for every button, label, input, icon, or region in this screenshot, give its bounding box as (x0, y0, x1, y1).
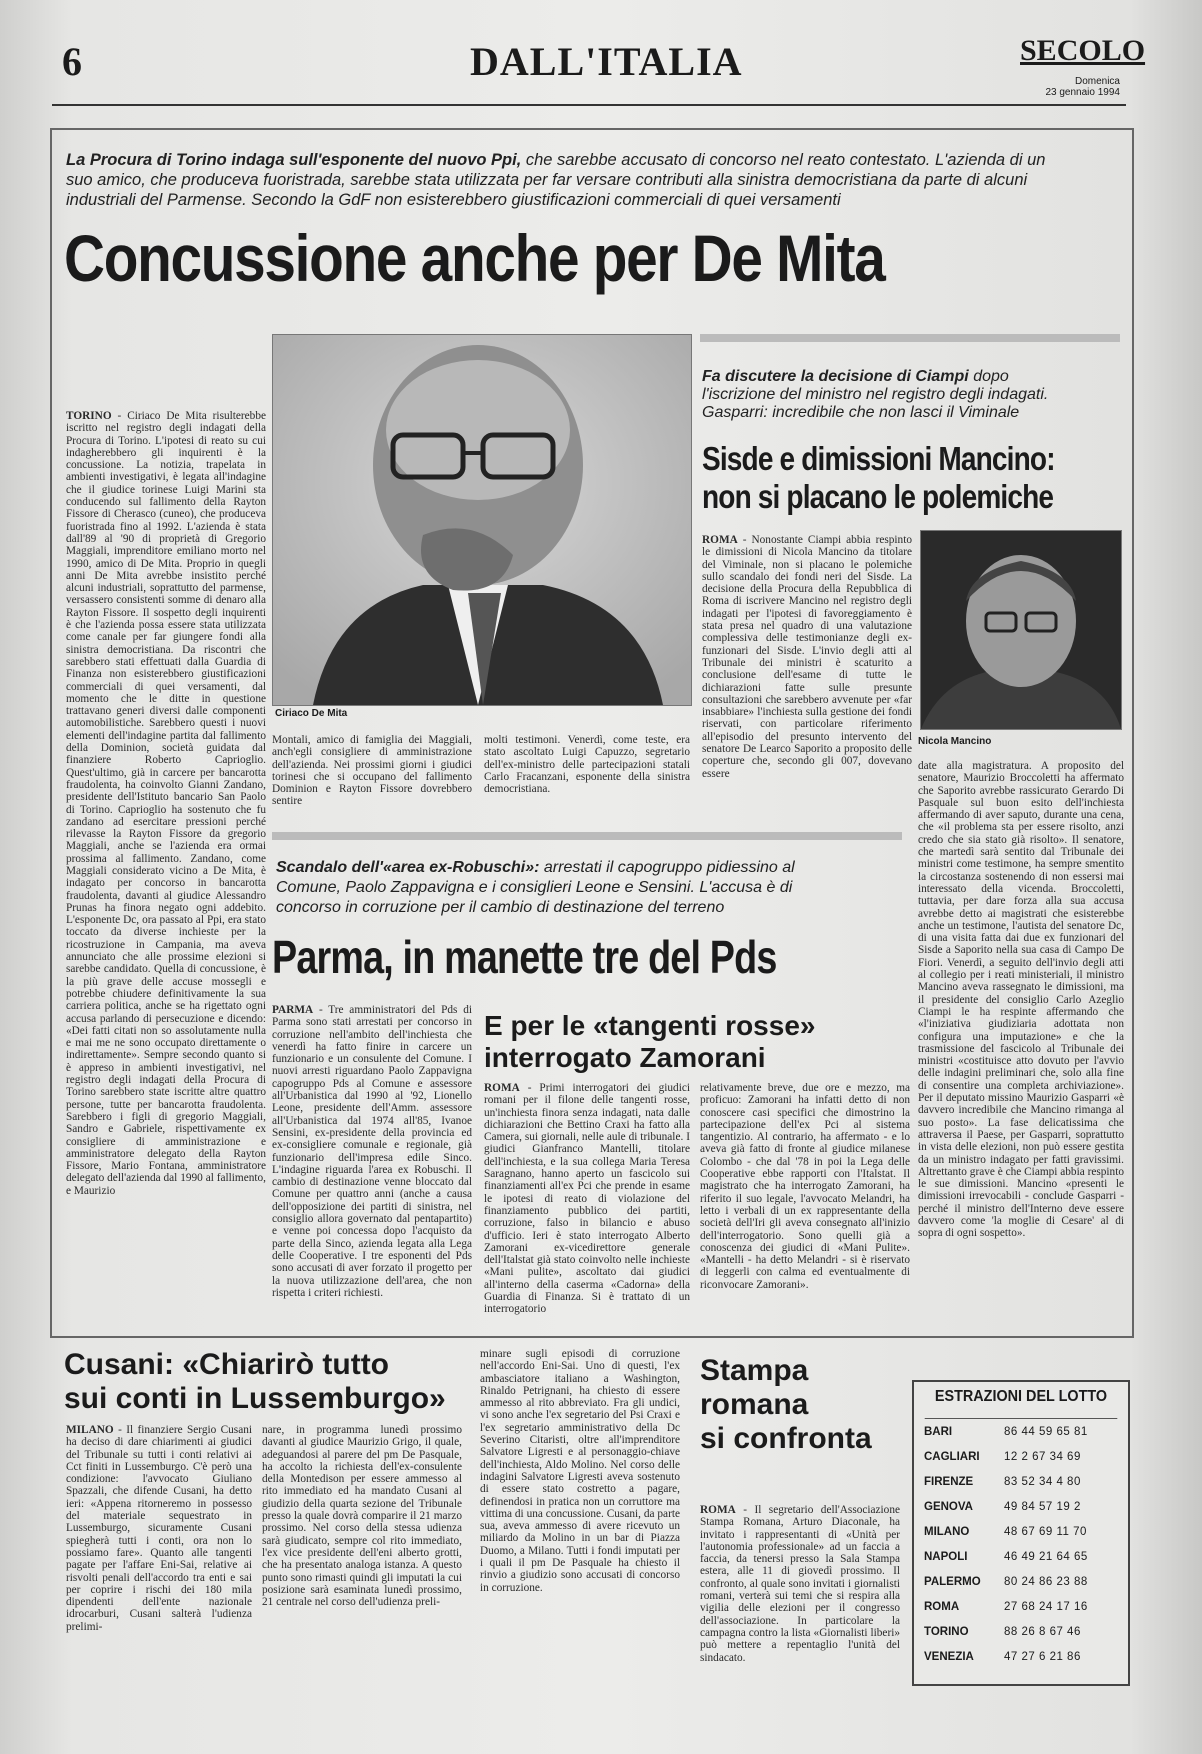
lotto-numbers: 12 2 67 34 69 (1004, 1450, 1081, 1463)
parma-kicker-lead: Scandalo dell'«area ex-Robuschi»: (276, 859, 540, 876)
issue-day: Domenica (1074, 76, 1120, 87)
mancino-photo-caption: Nicola Mancino (918, 736, 992, 747)
mancino-photo (920, 530, 1122, 730)
sisde-article-col1 (702, 534, 912, 814)
sisde-kicker-rest: dopo l'iscrizione del ministro nel registro degli indagati. Gasparri: incredibile che non lasci il Viminale (702, 368, 1049, 421)
lotto-city: CAGLIARI (924, 1450, 980, 1463)
de-mita-photo-caption: Ciriaco De Mita (275, 708, 348, 719)
lotto-rows (914, 1419, 1128, 1669)
lotto-row (914, 1419, 1128, 1444)
lotto-city: NAPOLI (924, 1550, 968, 1563)
cusani-article-col1 (66, 1424, 252, 1742)
main-article-col1 (66, 410, 266, 1330)
cusani-article-col2: nare, in programma lunedì prossimo davanti al giudice Maurizio Grigo, il quale, adeguandosi al parere del pm De Pasquale, ha accolto la richiesta dell'ex-consulente della Montedison per essere ammesso al rito immediato ed ha mandato Cusani al giudizio della quarta sezione del Tribunale presso la quale dovrà comparire il 21 marzo prossimo. Nel corso della stessa udienza sarà giudicato, sempre col rito immediato, l'ex vice presidente dell'eni alberto grotti, che ha presentato analoga istanza. A questo punto sono rimasti quindi gli imputati la cui posizione sarà esaminata lunedì prossimo, 21 centrale nel corso dell'udienza preli- (262, 1424, 462, 1609)
lotto-row (914, 1619, 1128, 1644)
stampa-headline-line3: si confronta (700, 1422, 872, 1455)
lotto-numbers: 83 52 34 4 80 (1004, 1475, 1081, 1488)
parma-kicker-rest: arrestati il capogruppo pidiessino al Comune, Paolo Zappavigna e i consiglieri Leone e Sensini. L'accusa è di concorso in corruzione per il cambio di destinazione del terreno (276, 859, 795, 916)
zamorani-article-col1 (484, 1082, 690, 1330)
cusani-headline-line2: sui conti in Lussemburgo» (64, 1382, 446, 1415)
cusani-article-col3: minare sugli episodi di corruzione nell'accordo Eni-Sai. Uno di questi, l'ex ambasciatore italiano a Washington, Rinaldo Petrignani, ha chiesto di essere ammesso al rito abbreviato. Fra gli undici, vi sono anche l'ex segretario del Psi Craxi e l'ex segretario amministrativo della Dc Severino Citaristi, oltre all'imprenditore Salvatore Ligresti e al personaggio-chiave dell'inchiesta, Aldo Molino. Nel corso delle indagini Salvatore Ligresti aveva sostenuto di essere stato costretto a pagare, definendosi in pratica non un corruttore ma vittima di una concussione. Cusani, da parte sua, aveva ammesso di avere ricevuto un miliardo da Molino in un bar di Piazza Duomo, a Milano. Tutti i fondi imputati per i quali il pm De Pasquale ha chiesto il rinvio a giudizio sono accusati di concorso in corruzione. (480, 1348, 680, 1594)
main-kicker (66, 150, 1076, 210)
lotto-row (914, 1594, 1128, 1619)
lotto-row (914, 1469, 1128, 1494)
lotto-row (914, 1644, 1128, 1669)
issue-date (990, 76, 1120, 98)
main-kicker-lead: La Procura di Torino indaga sull'esponente del nuovo Ppi, (66, 151, 522, 169)
zamorani-article-col2: relativamente breve, due ore e mezzo, ma proficuo: Zamorani ha infatti detto di non conoscere casi specifici che dimostrino la partecipazione dell'ex Pci al sistema tangentizio. Al contrario, ha affermato - e lo aveva già fatto di fronte al giudice milanese Colombo - che dal '78 in poi la Lega delle Cooperative ebbe rapporti con l'Italstat. Il magistrato che ha interrogato Zamorani, ha riferito il suo legale, l'avvocato Melandri, ha letto i verbali di un ex rappresentante della società dell'Iri gli aveva consegnato all'inizio dell'interrogatorio. Sono quelli già a conoscenza dei giudici di «Mani Pulite». «Mantelli - ha detto Melandri - si è riservato di leggerli con calma ed eventualmente di riconvocare Zamorani». (700, 1082, 910, 1291)
zamorani-headline (484, 1010, 815, 1074)
lotto-row (914, 1494, 1128, 1519)
lotto-row (914, 1544, 1128, 1569)
lotto-city: VENEZIA (924, 1650, 974, 1663)
main-col1-text: - Ciriaco De Mita risulterebbe iscritto nel registro degli indagati della Procura di Torino. L'ipotesi di reato su cui indagherebbero gli inquirenti è la concussione. La notizia, trapelata in ambienti investigativi, è legata all'indagine che il giudice torinese Luigi Marini sta conducendo sul fallimento della Rayton Fissore di Cherasco (cuneo), che produceva fuoristrada fino al 1992. L'azienda è stata dall'89 al '90 di proprietà di Gregorio Maggiali, imprenditore emiliano morto nel 1990, amico di De Mita. Proprio in quegli anni De Mita avrebbe insistito perché alcuni industriali, soprattutto del parmense, versassero consistenti somme di denaro alla Rayton Fissore. Il sospetto degli inquirenti è che l'azienda possa essere stata utilizzata come canale per far giungere fondi alla sinistra democristiana. Da riscontri che sarebbero stati effettuati dalla Guardia di Finanza non esisterebbero giustificazioni commerciali di quei versamenti, dal momento che le ditte in questione trattavano generi diversi dalle componenti automobilistiche. Sarebbero questi i nuovi elementi dell'indagine partita dal fallimento della Dominion, società guidata dal finanziere Roberto Caprioglio. Quest'ultimo, già in carcere per bancarotta fraudolenta, ha coinvolto Gianni Zandano, presidente dell'Istituto bancario San Paolo di Torino. Caprioglio ha sostenuto che fu zandano ad esercitare pressioni perché rilevasse la Rayton Fissore da gregorio Maggiali, anche se l'azienda era ormai prossima al fallimento. Zandano, come Maggiali considerato vicino a De Mita, è indagato per concorso in bancarotta fraudolenta, davanti al giudice Alessandro Prunas ha finora negato ogni addebito. L'esponente Dc, ora passato al Ppi, era stato toccato da diverse inchieste per la ricostruzione in Campania, ma aveva annunciato che alle prossime elezioni si sarebbe candidato. Quella di concussione, è la più grave delle accuse mossegli e potrebbe chiudere definitivamente la sua carriera politica, anche se ha rigettato ogni accusa parlando di persecuzione e dicendo: «Dei fatti citati non so assolutamente nulla e mai me ne sono occupato direttamente o indirettamente». Sempre secondo quanto si è appreso in ambienti investigativi, nel registro degli indagati della Procura di Torino sarebbero state iscritte altre quattro persone, tutte per bancarotta fraudolenta. Sarebbero i figli di gregorio Maggiali, Sandro e Gabriele, rispettivamente ex consigliere di amministrazione e amministratore delegato della Rayton Fissore, Mario Fontana, amministratore delegato dell'azienda dal 1990 al fallimento, e Maurizio (66, 410, 266, 1197)
parma-col1-text: - Tre amministratori del Pds di Parma sono stati arrestati per concorso in corruzione nell'ambito dell'inchiesta che venerdì ha fatto finire in carcere un funzionario e un consulente del Comune. I nuovi arresti riguardano Paolo Zappavigna capogruppo Pds al Comune e assessore all'Urbanistica dal 1990 al '92, Lionello Leone, presidente dell'Amm. assessore all'Urbanistica dal 1974 all'85, Ivanoe Sensini, ex-presidente della provincia ed ex-consigliere comunale e regionale, già funzionario dell'impresa edile Sinco. L'indagine riguarda l'area ex Robuschi. Il cambio di destinazione venne bloccato dal Comune per quattro anni (anche a causa dell'opposizione dei partiti di sinistra, nel consiglio allora governato dal pentapartito) e venne poi concessa dopo l'acquisto da parte della Sinco, azienda legata alla Lega delle Cooperative. I tre esponenti del Pds sono accusati di aver forzato il progetto per la nuova utilizzazione dell'area, che non rispetta i criteri richiesti. (272, 1004, 472, 1299)
masthead-logo: SECOLO (1020, 34, 1146, 67)
main-kicker-rest: che sarebbe accusato di concorso nel reato contestato. L'azienda di un suo amico, che produceva fuoristrada, sarebbe stata utilizzata per far versare contributi alla sinistra democristiana da parte di alcuni industriali del Parmense. Secondo la GdF non esisterebbero giustificazioni commerciali di quei versamenti (66, 151, 1046, 209)
stampa-dateline: ROMA (700, 1504, 736, 1516)
sisde-dateline: ROMA (702, 534, 738, 546)
page-number: 6 (62, 39, 82, 84)
main-article-col3: molti testimoni. Venerdì, come teste, era stato ascoltato Luigi Capuzzo, segretario dell'ex-ministro delle partecipazioni statali Carlo Fracanzani, esponente della sinistra democristiana. (484, 734, 690, 796)
lotto-numbers: 27 68 24 17 16 (1004, 1600, 1088, 1613)
lotto-numbers: 49 84 57 19 2 (1004, 1500, 1081, 1513)
lotto-row (914, 1569, 1128, 1594)
lotto-city: MILANO (924, 1525, 970, 1538)
sisde-kicker-lead: Fa discutere la decisione di Ciampi (702, 368, 969, 385)
zamorani-headline-line2: interrogato Zamorani (484, 1042, 766, 1073)
lotto-numbers: 47 27 6 21 86 (1004, 1650, 1081, 1663)
lotto-numbers: 86 44 59 65 81 (1004, 1425, 1088, 1438)
stampa-headline (700, 1354, 872, 1456)
parma-kicker (276, 858, 836, 918)
parma-dateline: PARMA (272, 1004, 314, 1016)
zamorani-headline-line1: E per le «tangenti rosse» (484, 1010, 816, 1041)
sisde-headline (702, 440, 1055, 516)
stampa-headline-line1: Stampa (700, 1354, 809, 1387)
issue-date-text: 23 gennaio 1994 (1045, 87, 1120, 98)
sisde-headline-line2: non si placano le polemiche (702, 478, 1054, 515)
de-mita-photo (272, 334, 692, 706)
cusani-headline (64, 1348, 446, 1416)
sisde-article-col2: date alla magistratura. A proposito del senatore, Maurizio Broccoletti ha affermato che Saporito avrebbe rassicurato Gerardo Di Pasquale sul buon esito dell'inchiesta affermando di aver saputo, durante una cena, che «il problema sta per essere risolto, anzi credo che sia stato già risolto». Il senatore, che martedì sarà sentito dal Tribunale dei ministri come testimone, ha sempre smentito la circostanza sostenendo di non essersi mai interessato della vicenda. Broccoletti, tuttavia, per dare forza alla sua accusa avrebbe detto ai magistrati che esisterebbe anche un testimone, l'autista del senatore Dc, di una visita fatta dai due ex funzionari del Sisde a Saporito nella sua casa di Campo De Fiori. Venerdì, a seguito dell'invio degli atti al collegio per i reati ministeriali, il ministro Mancino aveva rassegnato le dimissioni, ma il presidente del consiglio Carlo Azeglio Ciampi le ha respinte affermando che «l'iniziativa giudiziaria adottata non configura una imputazione» e che la trasmissione del fascicolo al Tribunale dei ministri «costituisce atto dovuto per l'avvio delle indagini preliminari che, solo alla fine di consentire una completa archiviazione». Per il deputato missino Maurizio Gasparri «è davvero incredibile che Mancino rimanga al suo posto». La fase delicatissima che attraversa il Paese, per Gasparri, soprattutto in vista delle elezioni, non può essere gestita da un ministro indagato per fatti gravissimi. Altrettanto grave è che Ciampi abbia respinto le sue dimissioni. Mancino «presenti le dimissioni irrevocabili - conclude Gasparri - perché il ministro dell'Interno deve essere davvero come 'la moglie di Cesare' al di sopra di ogni sospetto». (918, 760, 1124, 1240)
zamorani-dateline: ROMA (484, 1082, 520, 1094)
main-headline: Concussione anche per De Mita (64, 221, 885, 295)
parma-article-col1 (272, 1004, 472, 1330)
lotto-title: ESTRAZIONI DEL LOTTO (925, 1382, 1118, 1419)
stampa-article-col1 (700, 1504, 900, 1742)
lotto-city: BARI (924, 1425, 953, 1438)
sisde-col1-text: - Nonostante Ciampi abbia respinto le dimissioni di Nicola Mancino da titolare del Viminale, non si placano le polemiche sullo scandalo dei fondi neri del Sisde. La decisione della Procura della Repubblica di Roma di iscrivere Mancino nel registro degli indagati per l'ipotesi di favoreggiamento è stata presa nel quadro di una valutazione complessiva delle testimonianze degli ex-funzionari del Sisde. L'invio degli atti al Tribunale dei ministri è scaturito a conclusione dell'esame di tutte le dichiarazioni fatte sulle presunte consultazioni che sarebbero avvenute per «far insabbiare» l'inchiesta sulla gestione dei fondi riservati, con particolare riferimento all'episodio del presunto intervento del senatore De Learco Saporito a proposito delle coperture che, secondo gli 007, dovevano essere (702, 534, 912, 780)
lotto-box (912, 1380, 1130, 1686)
lotto-city: ROMA (924, 1600, 960, 1613)
sisde-top-bar (700, 334, 1120, 342)
zamorani-col1-text: - Primi interrogatori dei giudici romani per il filone delle tangenti rosse, un'inchiesta finora senza indagati, nata dalle dichiarazioni che Bettino Craxi ha fatto alla Camera, sui giornali, nelle aule di tribunale. I giudici Gianfranco Mantelli, titolare dell'inchiesta, e la sua collega Maria Teresa Saragnano, hanno aperto un fascicolo sui finanziamenti all'ex Pci che prende in esame le ipotesi di reato di violazione del finanziamento pubblico dei partiti, corruzione, falso in bilancio e abuso d'ufficio. Ieri è stato interrogato Alberto Zamorani ex-vicedirettore generale dell'Italstat già stato coinvolto nelle inchieste «Mani pulite», ascoltato dai giudici all'interno della caserma «Cadorna» della Guardia di Finanza. Si è trattato di un interrogatorio (484, 1082, 690, 1316)
sisde-kicker (702, 368, 1082, 422)
lotto-numbers: 80 24 86 23 88 (1004, 1575, 1088, 1588)
lotto-numbers: 46 49 21 64 65 (1004, 1550, 1088, 1563)
header-rule (52, 104, 1126, 106)
lotto-numbers: 88 26 8 67 46 (1004, 1625, 1081, 1638)
main-article-col2: Montali, amico di famiglia dei Maggiali, anch'egli consigliere di amministrazione dell'azienda. Nei prossimi giorni i giudici torinesi che si occupano del fallimento Dominion e Rayton Fissore dovrebbero sentire (272, 734, 472, 808)
stampa-col1-text: - Il segretario dell'Associazione Stampa Romana, Arturo Diaconale, ha invitato i rappresentanti di «Unità per l'autonomia professionale» ad un faccia a faccia, da tenersi presso la Sala Stampa estera, alle 11 di giovedì prossimo. Il confronto, al quale sono invitati i giornalisti romani, verterà sui temi che si respira alla vigilia delle elezioni per il congresso dell'associazione. In particolare la campagna contro la lista «Giornalisti liberi» può mettere a repentaglio l'unità del sindacato. (700, 1504, 900, 1664)
sisde-headline-line1: Sisde e dimissioni Mancino: (702, 440, 1055, 477)
lotto-city: FIRENZE (924, 1475, 974, 1488)
cusani-dateline: MILANO (66, 1424, 114, 1436)
section-title: DALL'ITALIA (470, 39, 743, 84)
parma-headline: Parma, in manette tre del Pds (272, 931, 777, 983)
cusani-col1-text: - Il finanziere Sergio Cusani ha deciso di dare chiarimenti ai giudici del Tribunale su tutti i conti relativi ai Cct finiti in Lussemburgo. C'è però una condizione: l'avvocato Giuliano Spazzali, che difende Cusani, ha detto ieri: «Appena ritorneremo in possesso del materiale sequestrato in Lussemburgo, sicuramente Cusani spiegherà tutti i conti, ora non lo possiamo fare». Quanto alle tangenti pagate per l'affare Eni-Sai, relative ai risvolti penali dell'accordo tra enti e sai per coprire i rischi dei 180 mila dipendenti dell'ente nazionale idrocarburi, Cusani salterà l'udienza prelimi- (66, 1424, 252, 1633)
lotto-numbers: 48 67 69 11 70 (1004, 1525, 1087, 1538)
parma-top-bar (272, 832, 902, 840)
cusani-headline-line1: Cusani: «Chiarirò tutto (64, 1348, 390, 1381)
lotto-city: PALERMO (924, 1575, 981, 1588)
lotto-city: TORINO (924, 1625, 969, 1638)
lotto-city: GENOVA (924, 1500, 973, 1513)
lotto-row (914, 1519, 1128, 1544)
main-dateline: TORINO (66, 410, 112, 422)
stampa-headline-line2: romana (700, 1388, 809, 1421)
lotto-row (914, 1444, 1128, 1469)
